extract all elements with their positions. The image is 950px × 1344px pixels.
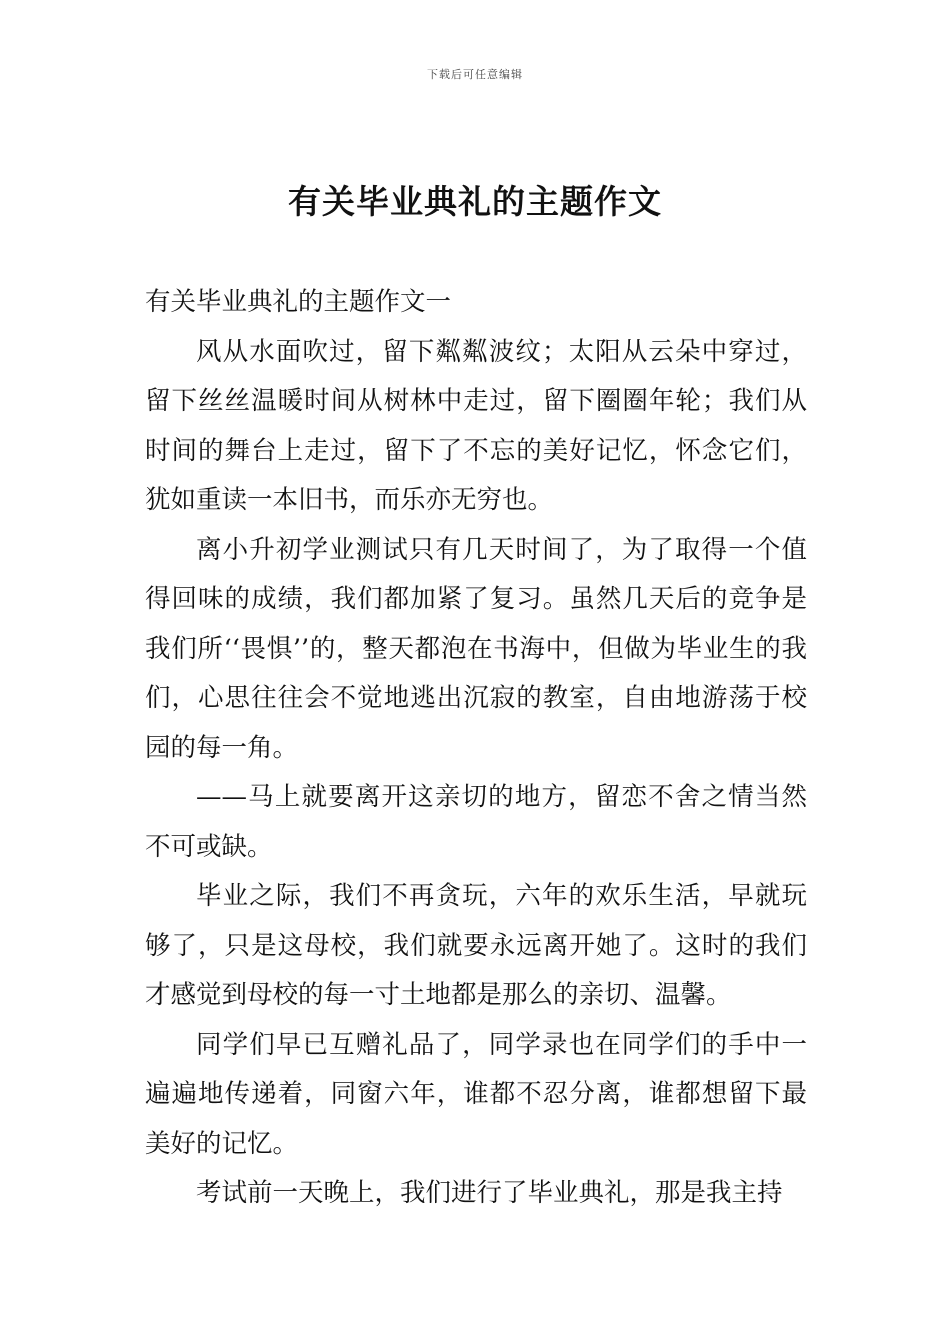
paragraph-4: 毕业之际，我们不再贪玩，六年的欢乐生活，早就玩够了，只是这母校，我们就要永远离开她了。这时的我们才感觉到母校的每一寸土地都是那么的亲切、温馨。 <box>145 881 807 1010</box>
section-subtitle: 有关毕业典礼的主题作文一 <box>145 287 452 317</box>
paragraph-3: ——马上就要离开这亲切的地方，留恋不舍之情当然不可或缺。 <box>145 782 807 862</box>
header-note: 下载后可任意编辑 <box>427 68 523 81</box>
paragraph-6: 考试前一天晚上，我们进行了毕业典礼，那是我主持 <box>196 1178 783 1208</box>
paragraph-1: 风从水面吹过，留下粼粼波纹；太阳从云朵中穿过，留下丝丝温暖时间从树林中走过，留下圈圈年轮；我们从时间的舞台上走过，留下了不忘的美好记忆，怀念它们，犹如重读一本旧书，而乐亦无穷也。 <box>145 336 807 515</box>
paragraph-2: 离小升初学业测试只有几天时间了，为了取得一个值得回味的成绩，我们都加紧了复习。虽然几天后的竞争是我们所‘‘畏惧’’的，整天都泡在书海中，但做为毕业生的我们，心思往往会不觉地逃出沉寂的教室，自由地游荡于校园的每一角。 <box>145 534 807 763</box>
document-title: 有关毕业典礼的主题作文 <box>288 182 662 221</box>
paragraph-5: 同学们早已互赠礼品了，同学录也在同学们的手中一遍遍地传递着，同窗六年，谁都不忍分离，谁都想留下最美好的记忆。 <box>145 1029 807 1159</box>
document-body <box>145 278 807 1219</box>
